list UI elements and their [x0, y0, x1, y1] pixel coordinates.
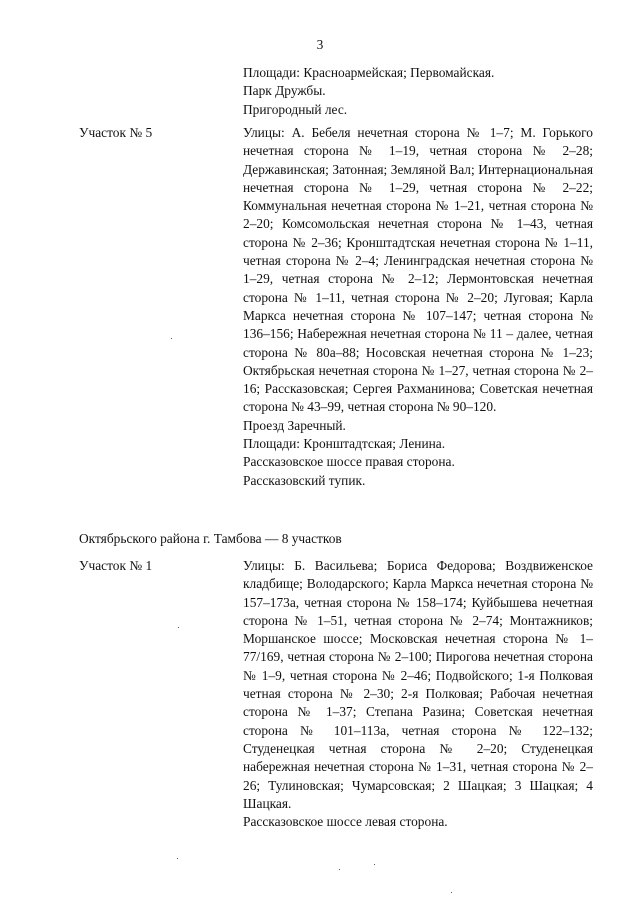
scan-speck: [177, 858, 178, 859]
scan-speck: [178, 627, 179, 628]
section-5-label: Участок № 5: [79, 125, 153, 140]
intro-line-forest: Пригородный лес.: [243, 101, 348, 117]
section-5-deadend: Рассказовский тупик.: [243, 472, 366, 488]
scan-speck: [374, 864, 375, 865]
section-1-highway: Рассказовское шоссе левая сторона.: [243, 814, 448, 830]
section-5-streets: Улицы: А. Бебеля нечетная сторона № 1–7; М. Горького нечетная сторона № 1–19, четная сторона № 2–28; Державинская; Затонная; Земляной Вал; Интернациональная нечетная сторона № 1–29, четная сторона № 2–22; Коммунальная нечетная сторона № 1–21, четная сторона № 2–20; Комсомольская нечетная сторона № 1–43, четная сторона № 2–36; Кронштадтская нечетная сторона № 1–11, четная сторона № 2–4; Ленинградская нечетная сторона № 1–29, четная сторона № 2–12; Лермонтовская нечетная сторона № 1–11, четная сторона № 2–20; Луговая; Карла Маркса нечетная сторона № 107–147; четная сторона № 136–156; Набережная нечетная сторона № 11 – далее, четная сторона № 80а–88; Носовская нечетная сторона № 1–23; Октябрьская нечетная сторона № 1–27, четная сторона № 2–16; Рассказовская; Сергея Рахманинова; Советская нечетная сторона № 43–99, четная сторона № 90–120.: [243, 125, 593, 415]
section-5-squares: Площади: Кронштадтская; Ленина.: [243, 436, 446, 452]
scan-speck: [451, 892, 452, 893]
scan-speck: [171, 338, 172, 339]
section-1-streets: Улицы: Б. Васильева; Бориса Федорова; Воздвиженское кладбище; Володарского; Карла Маркса нечетная сторона № 157–173а, четная сторона № 158–174; Куйбышева нечетная сторона № 1–51, четная сторона № 2–74; Монтажников; Моршанское шоссе; Московская нечетная сторона № 1–77/169, четная сторона № 2–100; Пирогова нечетная сторона № 1–9, четная сторона № 2–46; Подвойского; 1-я Полковая четная сторона № 2–30; 2-я Полковая; Рабочая нечетная сторона № 1–37; Степана Разина; Советская нечетная сторона № 101–113а, четная сторона № 122–132; Студенецкая четная сторона № 2–20; Студенецкая набережная нечетная сторона № 1–31, четная сторона № 2–26; Тулиновская; Чумарсовская; 2 Шацкая; 3 Шацкая; 4 Шацкая.: [243, 558, 593, 811]
section-5-passage: Проезд Заречный.: [243, 417, 346, 433]
section-5-body: [243, 124, 593, 490]
intro-block: [243, 64, 593, 119]
page-number: 3: [316, 37, 324, 52]
intro-line-park: Парк Дружбы.: [243, 83, 326, 99]
scan-speck: [339, 869, 340, 870]
section-5-highway: Рассказовское шоссе правая сторона.: [243, 454, 455, 470]
section-1-label: Участок № 1: [79, 558, 153, 573]
intro-line-squares: Площади: Красноармейская; Первомайская.: [243, 65, 495, 80]
section-1-body: [243, 557, 593, 831]
district-heading: Октябрьского района г. Тамбова — 8 участков: [79, 531, 342, 546]
